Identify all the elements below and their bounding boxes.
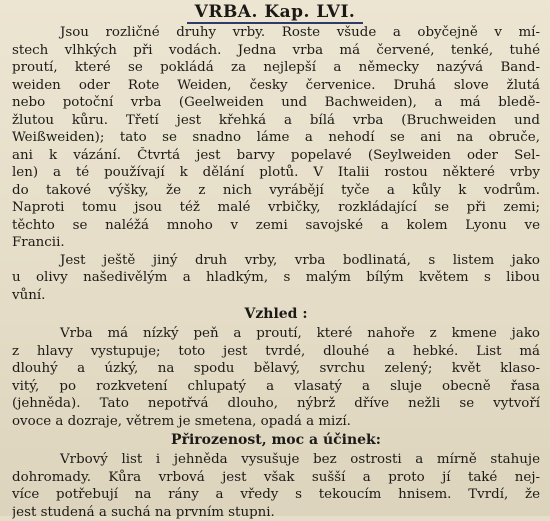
text-line: Weißweiden); tato se snadno láme a nehodí se ani na obruče, (12, 129, 540, 147)
paragraph-3 (12, 325, 540, 430)
text-line: z hlavy vystupuje; toto jest tvrdé, dlouhé a hebké. List má (12, 343, 540, 361)
text-line: ovoce a dozraje, větrem je smetena, opadá a mizí. (12, 413, 540, 431)
text-line: u olivy našedivělým a hladkým, s malým bílým květem s libou (12, 269, 540, 287)
chapter-title: VRBA. Kap. LVI. (187, 2, 364, 24)
text-line: nebo potoční vrba (Geelweiden und Bachweiden), a má bledě- (12, 94, 540, 112)
text-line: Vrba má nízký peň a proutí, které nahoře z kmene jako (12, 325, 540, 343)
text-line: Jest ještě jiný druh vrby, vrba bodlinatá, s listem jako (12, 252, 540, 270)
text-line: vůní. (12, 287, 540, 305)
text-line: žlutou kůru. Třetí jest křehká a bílá vrba (Bruchweiden und (12, 112, 540, 130)
section-heading-nature: Přirozenost, moc a účinek: (12, 431, 540, 450)
article-body (12, 24, 540, 521)
text-line: těchto se naléžá mnoho v zemi savojské a kolem Lyonu ve (12, 217, 540, 235)
text-line: ani k vázání. Čtvrtá jest barvy popelavé (Seylweiden oder Sel- (12, 147, 540, 165)
text-line: weiden oder Rote Weiden, česky červenice. Druhá slove žlutá (12, 77, 540, 95)
text-line: jest studená a suchá na prvním stupni. (12, 504, 540, 521)
text-line: proutí, které se pokládá za nejlepší a německy nazývá Band- (12, 59, 540, 77)
text-line: len) a té používají k dělání plotů. V Italii rostou některé vrby (12, 164, 540, 182)
text-line: Jsou rozličné druhy vrby. Roste všude a obyčejně v mí- (12, 24, 540, 42)
text-line: Vrbový list i jehněda vysušuje bez ostrosti a mírně stahuje (12, 451, 540, 469)
text-line: více potřebují na rány a vředy s tekoucím hnisem. Tvrdí, že (12, 486, 540, 504)
text-line: do takové výšky, že z nich vyrábějí tyče a kůly k vodrům. (12, 182, 540, 200)
paragraph-2 (12, 252, 540, 305)
text-line: Naproti tomu jsou též malé vrbičky, rozkládající se při zemi; (12, 199, 540, 217)
text-line: vitý, po rozkvetení chlupatý a vlasatý a sluje obecně řasa (12, 378, 540, 396)
paragraph-4 (12, 451, 540, 521)
title-wrap (0, 2, 550, 24)
text-line: dlouhý a úzký, na spodu bělavý, svrchu zelený; květ klaso- (12, 360, 540, 378)
text-line: stech vlhkých při vodách. Jedna vrba má červené, tenké, tuhé (12, 42, 540, 60)
text-line: (jehněda). Tato nepotřvá dlouho, nýbrž dříve nežli se vytvoří (12, 395, 540, 413)
text-line: Francii. (12, 234, 540, 252)
section-heading-appearance: Vzhled : (12, 305, 540, 324)
paragraph-1 (12, 24, 540, 252)
text-line: dohromady. Kůra vrbová jest však sušší a proto jí také nej- (12, 469, 540, 487)
